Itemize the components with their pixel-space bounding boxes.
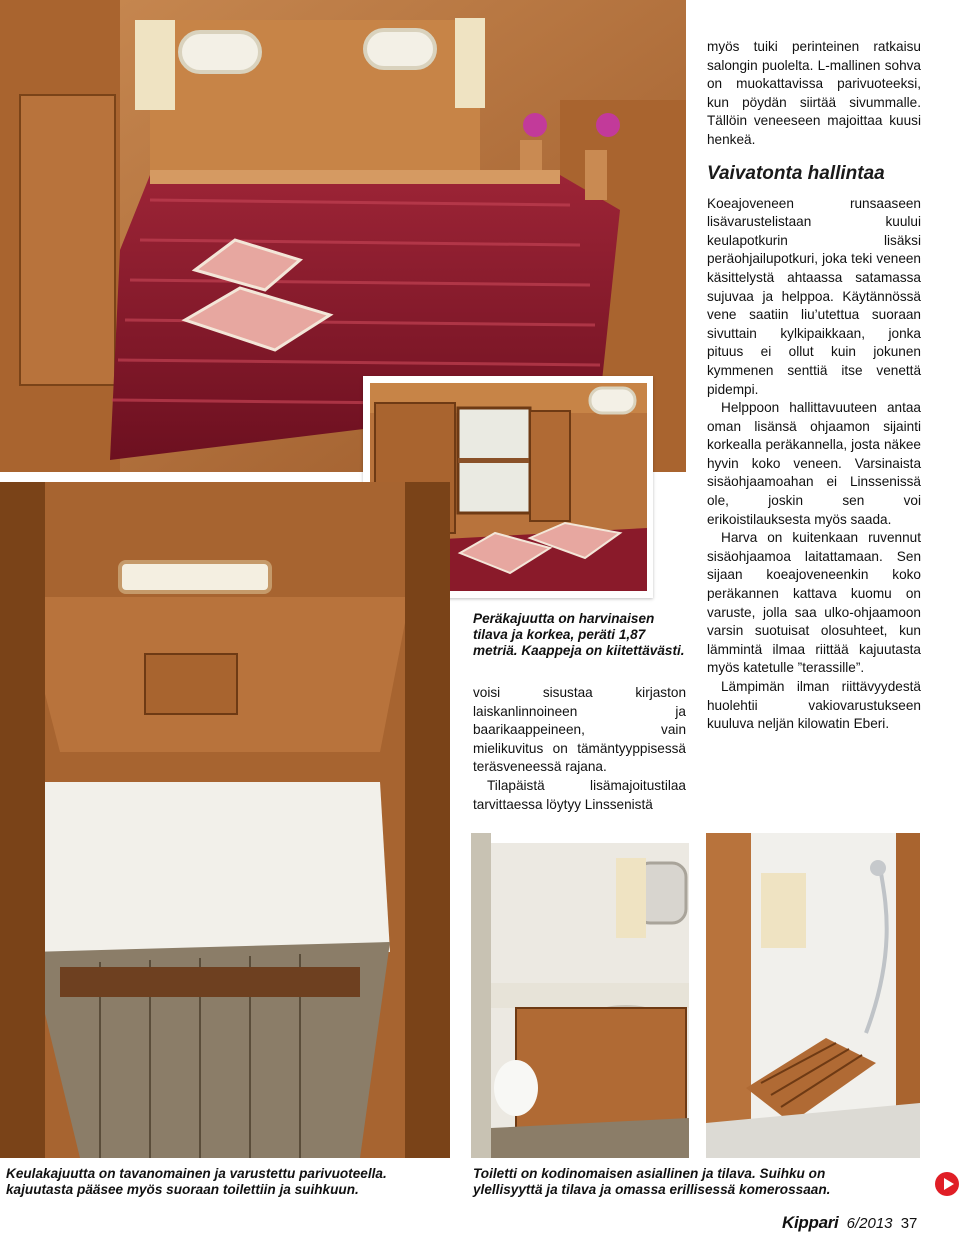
body-paragraph: voisi sisustaa kirjaston laiskanlinnoineen ja baarikaappeineen, vain mielikuvitus on tämäntyyppisessä teräsveneessä rajana. [473, 685, 686, 775]
body-paragraph: Tilapäistä lisämajoitustilaa tarvittaessa löytyy Linssenistä [473, 777, 686, 812]
forward-cabin-photo [0, 482, 450, 1158]
toilet-caption: Toiletti on kodinomaisen asiallinen ja tilava. Suihku on ylellisyyttä ja tilava ja omassa erillisessä komerossaan. [473, 1166, 831, 1197]
body-paragraph: Harva on kuitenkaan ruvennut sisäohjaamoa laitattamaan. Sen sijaan koeajoveneenkin koko peräkannen kattava kuomu on varuste, jolla saa ulko-ohjaamoon varsin suotuisat olosuhteet, kun lämmintä ilmaa riittää kajuutasta myös katetulle ”terassille”. [707, 530, 921, 676]
issue-number: 6/2013 [846, 1215, 893, 1232]
next-page-arrow-icon[interactable] [935, 1172, 959, 1196]
page-footer [782, 1214, 942, 1233]
aft-cabin-caption: Peräkajuutta on harvinaisen tilava ja korkea, peräti 1,87 metriä. Kaappeja on kiitettävästi. [473, 611, 685, 658]
page-number: 37 [900, 1215, 918, 1232]
intro-paragraph: myös tuiki perinteinen ratkaisu salongin puolelta. L-mallinen sohva on muokattavissa parivuoteeksi, kun pöydän siirtää sivummalle. Tällöin veneeseen majoittaa kuusi henkeä. [707, 39, 921, 147]
shower-photo [706, 833, 920, 1158]
body-paragraph: Helppoon hallittavuuteen antaa oman lisänsä ohjaamon sijainti korkealla peräkannella, josta näkee hyvin koko veneen. Varsinaista sisäohjaamoahan ei Linssenissä ole, joskin sen voi erikoistilauksesta myös saada. [707, 400, 921, 527]
article-right-column [707, 38, 921, 734]
toilet-photo [471, 833, 689, 1158]
magazine-brand: Kippari [782, 1213, 839, 1232]
article-middle-column [473, 684, 686, 814]
body-paragraph: Koeajoveneen runsaaseen lisävarustelistaan kuului keulapotkurin lisäksi peräohjailupotkuri, joka teki veneen käsittelystä ahtaassa satamassa sujuvaa ja helppoa. Käytännössä vene saatiin liu’utettua suoraan sivuttain kylkipaikkaan, jonka pituus ei ollut kuin jokunen kymmenen senttiä itse venettä pidempi. [707, 195, 921, 397]
body-paragraph: Lämpimän ilman riittävyydestä huolehtii vakiovarustukseen kuuluva neljän kilowatin Eberi. [707, 679, 921, 732]
subheading: Vaivatonta hallintaa [707, 162, 885, 184]
forward-cabin-caption: Keulakajuutta on tavanomainen ja varustettu parivuoteella. kajuutasta pääsee myös suoraan toilettiin ja suihkuun. [6, 1166, 387, 1197]
